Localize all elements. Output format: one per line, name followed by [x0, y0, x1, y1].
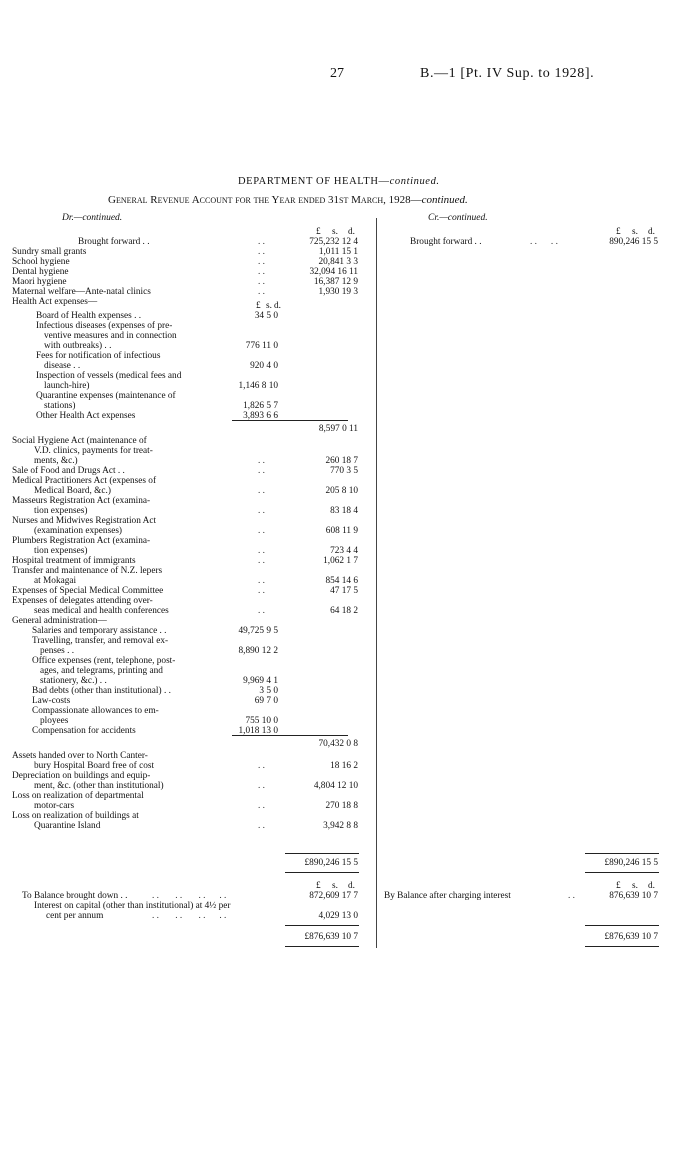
debit-row-sub-amount: 776 11 0: [245, 341, 278, 351]
debit-row-label: Other Health Act expenses: [36, 411, 136, 421]
debit-row-label: ment, &c. (other than institutional): [34, 781, 164, 791]
debit-row-amount: 723 4 4: [330, 546, 358, 556]
debit-row-label: Nurses and Midwives Registration Act: [12, 516, 157, 526]
debit-row-label: Assets handed over to North Canter-: [12, 751, 148, 761]
debit-row-label: Expenses of Special Medical Committee: [12, 586, 164, 596]
debit-row-label: Loss on realization of departmental: [12, 791, 144, 801]
debit-total-rule-bottom: [285, 872, 359, 873]
debit-row-label: Plumbers Registration Act (examina-: [12, 536, 151, 546]
debit-row-sub-amount: 49,725 9 5: [238, 626, 278, 636]
debit-row-label: disease . .: [44, 361, 81, 371]
debit-row-sub-amount: 34 5 0: [254, 311, 278, 321]
debit-row-label: launch-hire): [44, 381, 90, 391]
balance-credit-rule-bottom: [585, 946, 659, 947]
debit-row-label: stations): [44, 401, 76, 411]
debit-row-label: Compassionate allowances to em-: [32, 706, 159, 716]
debit-row-amount: 32,094 16 11: [309, 267, 358, 277]
debit-row-label: Transfer and maintenance of N.Z. lepers: [12, 566, 163, 576]
debit-row-label: Inspection of vessels (medical fees and: [36, 371, 182, 381]
debit-row-label: Maternal welfare—Ante-natal clinics: [12, 287, 151, 297]
debit-row-label: Social Hygiene Act (maintenance of: [12, 436, 147, 446]
debit-row-label: Office expenses (rent, telephone, post-: [32, 656, 176, 666]
debit-row-label: bury Hospital Board free of cost: [34, 761, 155, 771]
debit-row-label: ages, and telegrams, printing and: [40, 666, 163, 676]
credit-total-rule-bottom: [585, 872, 659, 873]
debit-row-label: ments, &c.): [34, 456, 78, 466]
debit-row-amount: 8,597 0 11: [318, 424, 358, 434]
debit-row-label: Travelling, transfer, and removal ex-: [32, 636, 169, 646]
debit-row-sub-amount: 3,893 6 6: [243, 411, 278, 421]
debit-row-sub-amount: 1,826 5 7: [243, 401, 278, 411]
debit-row-amount: 70,432 0 8: [318, 739, 358, 749]
debit-row-amount: 4,804 12 10: [313, 781, 358, 791]
debit-row-label: ployees: [40, 716, 69, 726]
debit-row-label: V.D. clinics, payments for treat-: [34, 446, 153, 456]
department-title: DEPARTMENT OF HEALTH—continued.: [238, 176, 440, 187]
debit-row-label: motor-cars: [34, 801, 75, 811]
debit-row-amount: 270 18 8: [325, 801, 358, 811]
debit-row-label: seas medical and health conferences: [34, 606, 169, 616]
debit-row-label: Medical Practitioners Act (expenses of: [12, 476, 157, 486]
debit-row-label: Masseurs Registration Act (examina-: [12, 496, 151, 506]
debit-row-label: Depreciation on buildings and equip-: [12, 771, 151, 781]
debit-row-amount: 47 17 5: [330, 586, 358, 596]
debit-row-label: at Mokagai: [34, 576, 77, 586]
debit-row-amount: 16,387 12 9: [313, 277, 358, 287]
debit-row-label: Infectious diseases (expenses of pre-: [36, 321, 173, 331]
page-number: 27: [330, 66, 344, 81]
debit-heading: Dr.—continued.: [62, 213, 123, 223]
debit-row-sub-amount: 1,146 8 10: [238, 381, 278, 391]
debit-row-label: penses . .: [40, 646, 75, 656]
debit-row-amount: 725,232 12 4: [309, 237, 358, 247]
center-divider: [376, 218, 377, 948]
debit-row-amount: 260 18 7: [325, 456, 358, 466]
debit-row-label: General administration—: [12, 616, 107, 626]
debit-row-label: Expenses of delegates attending over-: [12, 596, 153, 606]
debit-row-label: Quarantine Island: [34, 821, 101, 831]
debit-total-rule-top: [285, 853, 359, 854]
debit-row-label: stationery, &c.) . .: [40, 676, 107, 686]
debit-row-label: Dental hygiene: [12, 267, 69, 277]
debit-row-label: Board of Health expenses . .: [36, 311, 142, 321]
debit-row-label: Sundry small grants: [12, 247, 87, 257]
debit-row-label: Law-costs: [32, 696, 71, 706]
debit-row-amount: 608 11 9: [325, 526, 358, 536]
debit-row-label: tion expenses): [34, 546, 88, 556]
debit-row-label: Sale of Food and Drugs Act . .: [12, 466, 125, 476]
debit-row-label: Health Act expenses—: [12, 297, 98, 307]
credit-total-rule-top: [585, 853, 659, 854]
debit-row-amount: 205 8 10: [325, 486, 358, 496]
debit-row-amount: 770 3 5: [330, 466, 358, 476]
debit-row-amount: 64 18 2: [330, 606, 358, 616]
debit-row-sub-amount: 8,890 12 2: [238, 646, 278, 656]
balance-debit-rule-top: [285, 925, 359, 926]
debit-row-label: with outbreaks) . .: [44, 341, 112, 351]
general-admin-subtotal-rule: [232, 735, 348, 736]
debit-row-sub-amount: 9,969 4 1: [243, 676, 278, 686]
debit-row-label: Salaries and temporary assistance . .: [32, 626, 167, 636]
account-title: General Revenue Account for the Year ended 31st March, 1928—continued.: [108, 194, 468, 206]
debit-row-sub-amount: 1,018 13 0: [238, 726, 278, 736]
debit-row-amount: 1,011 15 1: [318, 247, 358, 257]
page-reference: B.—1 [Pt. IV Sup. to 1928].: [420, 66, 595, 81]
debit-row-amount: 18 16 2: [330, 761, 358, 771]
health-act-subtotal-rule: [232, 420, 348, 421]
debit-row-label: Hospital treatment of immigrants: [12, 556, 136, 566]
debit-row-label: Compensation for accidents: [32, 726, 136, 736]
debit-row-label: ventive measures and in connection: [44, 331, 177, 341]
debit-row-amount: 854 14 6: [325, 576, 358, 586]
credit-heading: Cr.—continued.: [428, 213, 488, 223]
debit-row-amount: 1,062 1 7: [323, 556, 358, 566]
balance-debit-rule-bottom: [285, 946, 359, 947]
debit-row-amount: 1,930 19 3: [318, 287, 358, 297]
balance-credit-rule-top: [585, 925, 659, 926]
debit-row-label: School hygiene: [12, 257, 70, 267]
debit-row-sub-amount: 3 5 0: [259, 686, 278, 696]
debit-row-label: Fees for notification of infectious: [36, 351, 161, 361]
debit-row-amount: 83 18 4: [330, 506, 358, 516]
debit-row-label: Loss on realization of buildings at: [12, 811, 139, 821]
debit-row-label: tion expenses): [34, 506, 88, 516]
debit-row-sub-amount: 69 7 0: [254, 696, 278, 706]
debit-row-amount: 3,942 8 8: [323, 821, 358, 831]
debit-row-sub-amount: 920 4 0: [250, 361, 278, 371]
debit-row-label: Quarantine expenses (maintenance of: [36, 391, 176, 401]
debit-row-sub-amount: 755 10 0: [245, 716, 278, 726]
debit-row-label: Maori hygiene: [12, 277, 67, 287]
debit-row-label: Medical Board, &c.): [34, 486, 111, 496]
debit-row-amount: 20,841 3 3: [318, 257, 358, 267]
debit-row-label: (examination expenses): [34, 526, 123, 536]
debit-row-label: Brought forward . .: [78, 237, 150, 247]
debit-row-label: Bad debts (other than institutional) . .: [32, 686, 171, 696]
